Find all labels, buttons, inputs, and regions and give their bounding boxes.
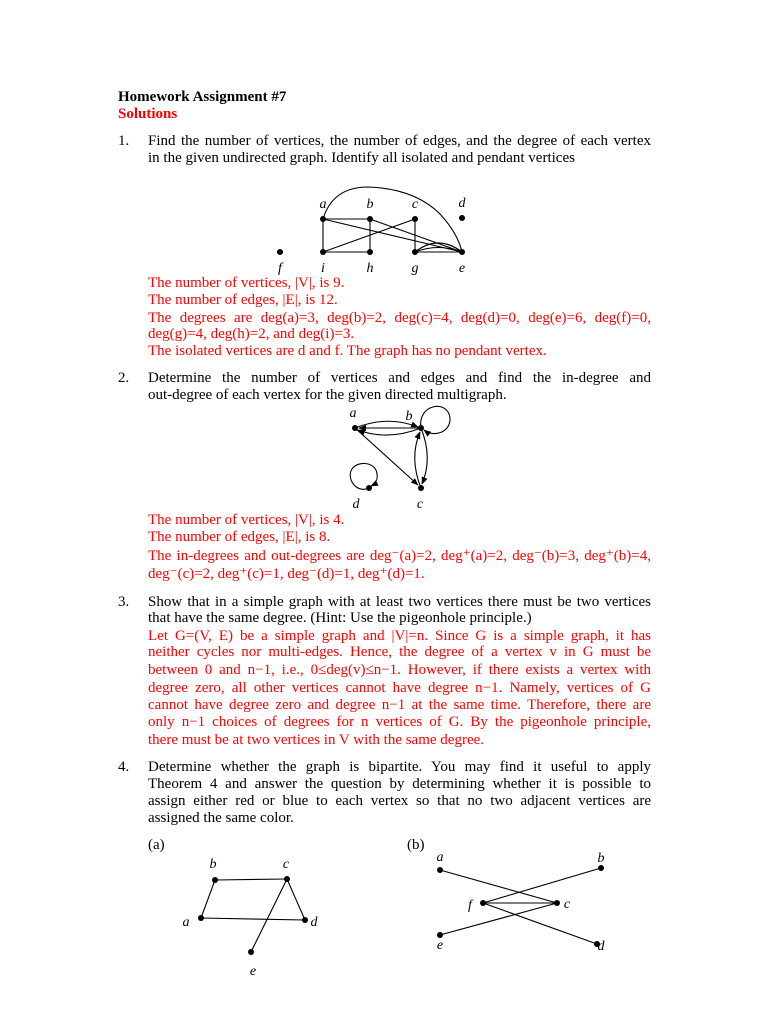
- directed-edge: [355, 428, 418, 485]
- vertex-label: i: [321, 261, 325, 276]
- problem-4-part-a-label: (a): [148, 837, 165, 853]
- problem-1-answer-line: The isolated vertices are d and f. The graph has no pendant vertex.: [148, 343, 547, 359]
- problem-4a-graph: [175, 850, 325, 980]
- assignment-title: Homework Assignment #7: [118, 89, 287, 105]
- vertex-label: f: [468, 898, 472, 913]
- vertex-label: g: [411, 261, 419, 276]
- edge: [287, 879, 305, 920]
- problem-1-question-line: Find the number of vertices, the number of edges, and the degree of each vertex: [148, 133, 651, 149]
- vertex-dot: [418, 485, 424, 491]
- vertex-label: c: [563, 897, 571, 912]
- vertex-dot: [302, 917, 308, 923]
- problem-2-answer-line: The number of vertices, |V|, is 4.: [148, 512, 345, 528]
- directed-edge: [421, 428, 427, 484]
- vertex-dot: [366, 485, 372, 491]
- problem-1-answer-line: The number of edges, |E|, is 12.: [148, 292, 338, 308]
- problem-4-question-line: Determine whether the graph is bipartite. You may find it useful to apply: [148, 759, 651, 775]
- vertex-dot: [320, 216, 326, 222]
- vertex-label: d: [352, 497, 360, 512]
- vertex-dot: [277, 249, 283, 255]
- vertex-label: e: [249, 964, 257, 979]
- problem-4-question-line: assigned the same color.: [148, 810, 294, 826]
- self-loop: [350, 463, 377, 489]
- vertex-label: c: [416, 497, 424, 512]
- problem-3-answer-line: degree zero, all other vertices cannot have degree n−1. Namely, vertices of G: [148, 680, 651, 696]
- vertex-dot: [367, 249, 373, 255]
- vertex-dot: [412, 249, 418, 255]
- edge-curve: [415, 248, 462, 253]
- vertex-dot: [352, 425, 358, 431]
- problem-2-question-line: Determine the number of vertices and edges and find the in-degree and: [148, 370, 651, 386]
- problem-3-answer-line: only n−1 choices of degrees for n vertices of G. By the pigeonhole principle,: [148, 714, 651, 730]
- vertex-dot: [198, 915, 204, 921]
- problem-2-question-line: out-degree of each vertex for the given directed multigraph.: [148, 387, 507, 403]
- problem-3-question-line: that have the same degree. (Hint: Use the pigeonhole principle.): [148, 610, 532, 626]
- vertex-label: b: [209, 857, 217, 872]
- problem-2-answer-line: The in-degrees and out-degrees are deg⁻(a)=2, deg⁺(a)=2, deg⁻(b)=3, deg⁺(b)=4,: [148, 548, 651, 564]
- vertex-label: e: [436, 938, 444, 953]
- edge: [440, 903, 557, 935]
- vertex-label: a: [436, 850, 444, 865]
- edge: [251, 879, 287, 952]
- problem-1-answer-line: The degrees are deg(a)=3, deg(b)=2, deg(c)=4, deg(d)=0, deg(e)=6, deg(f)=0,: [148, 310, 651, 326]
- edge: [483, 903, 597, 944]
- problem-3-answer-line: cannot have degree zero and degree n−1 at the same time. Therefore, there are: [148, 697, 651, 713]
- problem-3-answer-line: neither cycles nor multi-edges. Hence, the degree of a vertex v in G must be: [148, 644, 651, 660]
- problem-4-part-b-label: (b): [407, 837, 425, 853]
- vertex-label: a: [319, 197, 327, 212]
- self-loop: [421, 406, 450, 433]
- problem-4b-graph: [425, 845, 615, 955]
- vertex-label: b: [597, 851, 605, 866]
- vertex-label: f: [278, 261, 282, 276]
- directed-edge: [358, 428, 421, 435]
- vertex-label: c: [282, 857, 290, 872]
- problem-1-undirected-graph: [260, 180, 480, 280]
- edge: [201, 918, 305, 920]
- vertex-label: e: [458, 261, 466, 276]
- vertex-label: d: [310, 915, 318, 930]
- problem-1-question-line: in the given undirected graph. Identify all isolated and pendant vertices: [148, 150, 575, 166]
- solutions-heading: Solutions: [118, 106, 178, 122]
- vertex-dot: [284, 876, 290, 882]
- vertex-dot: [212, 877, 218, 883]
- vertex-label: d: [458, 196, 466, 211]
- problem-3-answer-line: there must be at two vertices in V with the same degree.: [148, 732, 485, 748]
- problem-1-answer-line: deg(g)=4, deg(h)=2, and deg(i)=3.: [148, 326, 355, 342]
- problem-4-question-line: Theorem 4 and answer the question by determining whether it is possible to: [148, 776, 651, 792]
- vertex-dot: [480, 900, 486, 906]
- vertex-label: a: [182, 915, 190, 930]
- problem-3-question-line: Show that in a simple graph with at least two vertices there must be two vertices: [148, 594, 651, 610]
- problem-4-question-line: assign either red or blue to each vertex so that no two adjacent vertices are: [148, 793, 651, 809]
- problem-2-number: 2.: [118, 370, 130, 386]
- directed-edge: [415, 432, 421, 488]
- problem-2-answer-line: deg⁻(c)=2, deg⁺(c)=1, deg⁻(d)=1, deg⁺(d)=1.: [148, 566, 425, 582]
- vertex-dot: [459, 249, 465, 255]
- vertex-label: c: [411, 197, 419, 212]
- problem-1-answer-line: The number of vertices, |V|, is 9.: [148, 275, 345, 291]
- vertex-dot: [459, 215, 465, 221]
- vertex-label: b: [366, 197, 374, 212]
- vertex-label: d: [597, 939, 605, 954]
- edge: [483, 868, 601, 903]
- problem-2-directed-multigraph: [330, 400, 460, 515]
- vertex-dot: [412, 216, 418, 222]
- edge: [215, 879, 287, 880]
- problem-3-answer-line: Let G=(V, E) be a simple graph and |V|=n. Since G is a simple graph, it has: [148, 628, 651, 644]
- vertex-label: h: [366, 261, 374, 276]
- vertex-dot: [367, 216, 373, 222]
- vertex-dot: [248, 949, 254, 955]
- vertex-dot: [320, 249, 326, 255]
- vertex-dot: [437, 867, 443, 873]
- problem-3-number: 3.: [118, 594, 130, 610]
- edge: [323, 219, 415, 252]
- edge: [201, 880, 215, 918]
- problem-3-answer-line: between 0 and n−1, i.e., 0≤deg(v)≤n−1. However, if there exists a vertex with: [148, 662, 651, 678]
- vertex-dot: [554, 900, 560, 906]
- vertex-dot: [418, 425, 424, 431]
- problem-1-number: 1.: [118, 133, 130, 149]
- vertex-label: a: [349, 406, 357, 421]
- problem-4-number: 4.: [118, 759, 130, 775]
- problem-2-answer-line: The number of edges, |E|, is 8.: [148, 529, 331, 545]
- vertex-label: b: [405, 409, 413, 424]
